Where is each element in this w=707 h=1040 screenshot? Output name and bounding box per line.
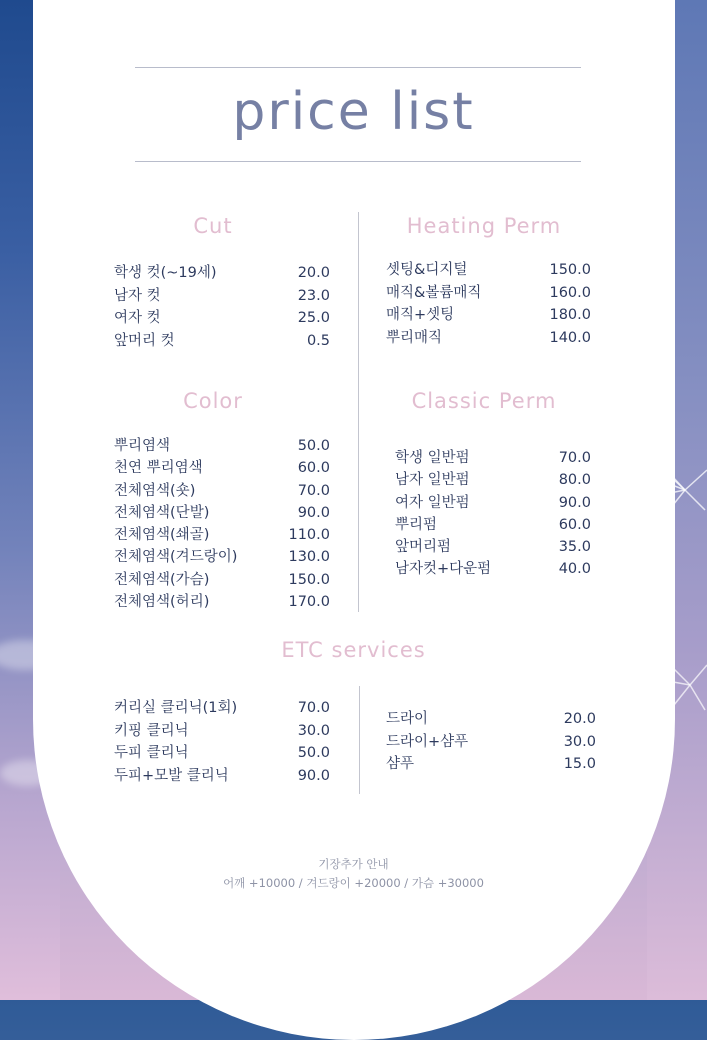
list-item <box>386 707 596 730</box>
item-name: 전체염색(가슴) <box>114 571 210 588</box>
item-name: 샴푸 <box>386 756 415 772</box>
item-name: 여자 컷 <box>114 310 161 326</box>
etc-column-divider <box>359 686 360 794</box>
item-name: 뿌리펌 <box>395 516 438 533</box>
heating-perm-list <box>386 258 591 348</box>
etc-left-list <box>114 696 330 786</box>
list-item <box>386 258 591 281</box>
item-price: 60.0 <box>297 460 330 477</box>
list-item <box>386 281 591 304</box>
list-item <box>114 306 330 329</box>
item-name: 뿌리염색 <box>114 438 171 454</box>
list-item <box>114 479 330 501</box>
item-price: 70.0 <box>558 450 591 466</box>
item-name: 셋팅&디지털 <box>386 262 468 278</box>
item-price: 140.0 <box>549 329 591 346</box>
page-title: price list <box>232 82 475 142</box>
item-price: 40.0 <box>558 561 591 578</box>
item-price: 50.0 <box>297 745 330 761</box>
list-item <box>114 523 330 545</box>
list-item <box>114 545 330 567</box>
item-price: 90.0 <box>297 504 330 521</box>
item-price: 180.0 <box>549 307 591 323</box>
cut-section-title: Cut <box>193 214 233 238</box>
item-name: 천연 뿌리염색 <box>114 460 203 477</box>
list-item <box>114 456 330 478</box>
item-price: 20.0 <box>563 711 596 727</box>
list-item <box>386 326 591 349</box>
item-price: 80.0 <box>558 472 591 489</box>
list-item <box>114 741 330 764</box>
item-price: 50.0 <box>297 438 330 454</box>
item-name: 전체염색(쇄골) <box>114 527 210 544</box>
classic-perm-list <box>395 446 591 580</box>
item-name: 드라이 <box>386 711 429 727</box>
item-name: 전체염색(겨드랑이) <box>114 549 238 566</box>
classic-perm-section-title: Classic Perm <box>411 389 557 413</box>
item-price: 30.0 <box>563 733 596 750</box>
footnote-detail: 어깨 +10000 / 겨드랑이 +20000 / 가슴 +30000 <box>223 876 484 890</box>
list-item <box>395 557 591 579</box>
item-name: 여자 일반펌 <box>395 494 470 511</box>
list-item <box>114 764 330 787</box>
item-price: 20.0 <box>297 265 330 281</box>
item-name: 남자컷+다운펌 <box>395 561 492 578</box>
item-price: 60.0 <box>558 516 591 533</box>
item-name: 커리실 클리닉(1회) <box>114 700 238 716</box>
etc-section-title: ETC services <box>281 638 426 662</box>
list-item <box>114 719 330 742</box>
item-price: 70.0 <box>297 482 330 499</box>
item-price: 90.0 <box>558 494 591 511</box>
list-item <box>395 468 591 490</box>
item-name: 전체염색(허리) <box>114 594 210 611</box>
item-price: 70.0 <box>297 700 330 716</box>
item-price: 35.0 <box>558 539 591 556</box>
list-item <box>395 491 591 513</box>
item-price: 110.0 <box>288 527 330 544</box>
item-name: 남자 일반펌 <box>395 472 470 489</box>
list-item <box>114 284 330 307</box>
list-item <box>386 730 596 753</box>
item-name: 매직+셋팅 <box>386 307 455 323</box>
item-price: 0.5 <box>306 332 330 349</box>
item-price: 25.0 <box>297 310 330 326</box>
color-section-title: Color <box>183 389 243 413</box>
item-name: 두피 클리닉 <box>114 745 189 761</box>
list-item <box>114 434 330 456</box>
list-item <box>395 446 591 468</box>
item-price: 130.0 <box>288 549 330 566</box>
item-name: 남자 컷 <box>114 287 161 304</box>
list-item <box>386 752 596 775</box>
etc-right-list <box>386 707 596 775</box>
item-price: 90.0 <box>297 767 330 784</box>
title-underline-rule <box>135 161 581 162</box>
item-name: 학생 컷(~19세) <box>114 265 217 281</box>
item-name: 뿌리매직 <box>386 329 443 346</box>
list-item <box>114 501 330 523</box>
item-name: 앞머리펌 <box>395 539 452 556</box>
list-item <box>114 590 330 612</box>
item-price: 160.0 <box>549 284 591 301</box>
heating-perm-section-title: Heating Perm <box>406 214 562 238</box>
top-rule <box>135 67 581 68</box>
list-item <box>395 513 591 535</box>
item-price: 30.0 <box>297 722 330 739</box>
item-name: 학생 일반펌 <box>395 450 470 466</box>
item-price: 15.0 <box>563 756 596 772</box>
list-item <box>114 568 330 590</box>
item-name: 앞머리 컷 <box>114 332 175 349</box>
item-name: 전체염색(숏) <box>114 482 196 499</box>
item-name: 두피+모발 클리닉 <box>114 767 229 784</box>
list-item <box>114 696 330 719</box>
column-divider <box>358 212 359 612</box>
item-price: 150.0 <box>288 571 330 588</box>
list-item <box>114 329 330 352</box>
list-item <box>386 303 591 326</box>
item-name: 전체염색(단발) <box>114 504 210 521</box>
cut-list <box>114 261 330 351</box>
item-name: 드라이+샴푸 <box>386 733 469 750</box>
item-name: 매직&볼륨매직 <box>386 284 482 301</box>
item-price: 150.0 <box>549 262 591 278</box>
item-name: 키핑 클리닉 <box>114 722 189 739</box>
item-price: 170.0 <box>288 594 330 611</box>
list-item <box>395 535 591 557</box>
item-price: 23.0 <box>297 287 330 304</box>
footnote-title: 기장추가 안내 <box>318 857 389 871</box>
color-list <box>114 434 330 612</box>
list-item <box>114 261 330 284</box>
